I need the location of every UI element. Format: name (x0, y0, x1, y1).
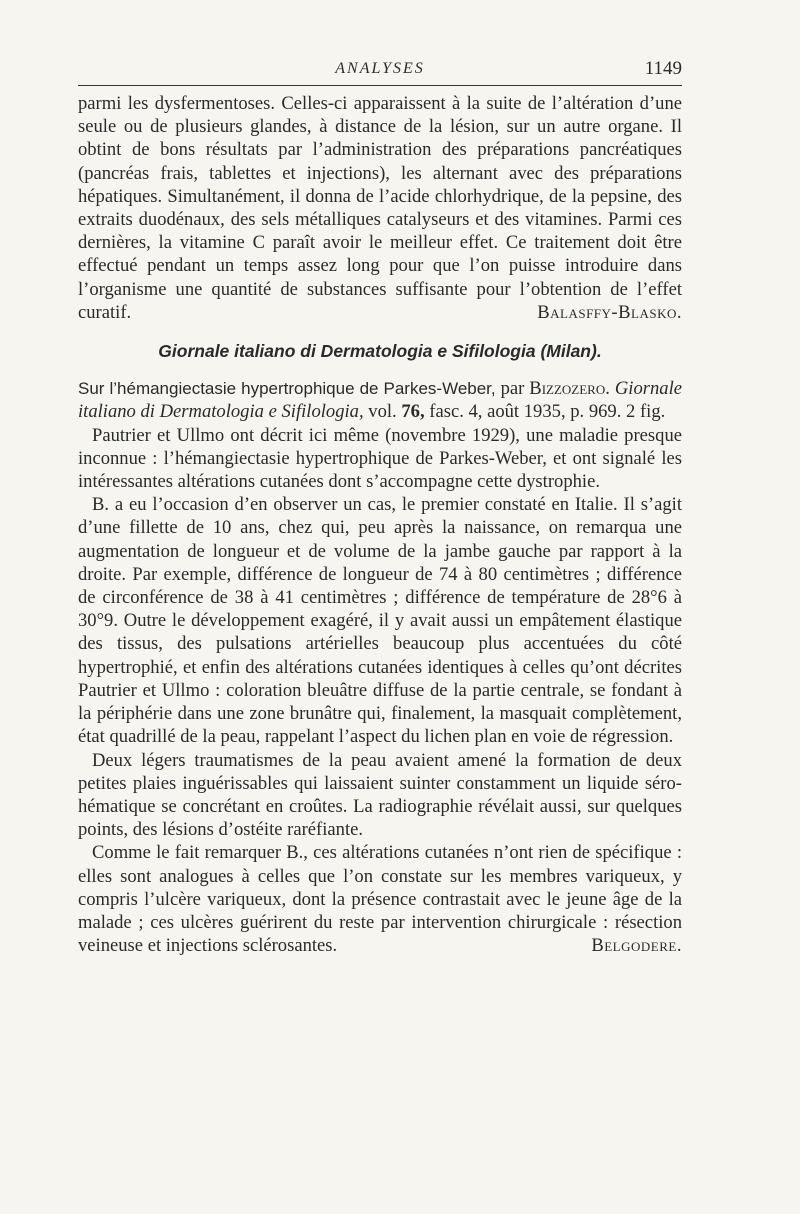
header-rule (78, 85, 682, 86)
page-number: 1149 (644, 58, 682, 79)
running-title: ANALYSES (335, 60, 425, 77)
journal-heading: Giornale italiano di Dermatologia e Sifilologia (Milan). (158, 341, 602, 362)
article-rest: fasc. 4, août 1935, p. 969. 2 fig. (429, 401, 666, 423)
signature-balasffy: Balasffy-Blasko. (537, 301, 682, 323)
article-vol-number: 76, (401, 401, 425, 423)
article-author: Bizzozero. (529, 378, 610, 400)
paragraph-2: B. a eu l’occasion d’en observer un cas, le premier constaté en Italie. Il s’agit d’une fillette de 10 ans, chez qui, peu après la naissance, on remarqua une augmentation de longueur et de volume de la jambe gauche par rapport à la droite. Par exemple, différence de longueur de 74 à 80 centimètres ; différence de circonférence de 38 à 41 centimètres ; différence de température de 28°6 à 30°9. Outre le développement exagéré, il y avait aussi un empâtement élastique des tissus, des pulsations artérielles beaucoup plus accentuées du côté hypertrophié, et enfin des altérations cutanées identiques à celles qu’ont décrites Pautrier et Ullmo : coloration bleuâtre diffuse de la partie centrale, se fondant à la périphérie dans une zone brunâtre qui, finalement, la masquait complètement, état quadrillé de la peau, rappelant l’aspect du lichen plan en voie de régression. (78, 494, 682, 748)
paragraph-3: Deux légers traumatismes de la peau avaient amené la formation de deux petites plaies inguérissables qui laissaient suinter constamment un liquide séro-hématique se concrétant en croûtes. La radiographie révélait aussi, sur quelques points, des lésions d’ostéite raréfiante. (78, 749, 682, 841)
article-by: par (500, 378, 525, 400)
continued-paragraph: parmi les dysfermentoses. Celles-ci apparaissent à la suite de l’altération d’une seule ou de plusieurs glandes, à distance de la lésion, sur un autre organe. Il obtint de bons résultats par l’administration des préparations pancréatiques (pancréas frais, tablettes et injections), les alternant avec des préparations hépatiques. Simultanément, il donna de l’acide chlorhydrique, de la pepsine, des extraits duodénaux, des sels métalliques catalyseurs et des vitamines. Parmi ces dernières, la vitamine C paraît avoir le meilleur effet. Ce traitement doit être effectué pendant un temps assez long pour que l’on puisse introduire dans l’organisme une quantité de substances suffisante pour l’obtention de l’effet curatif. (78, 93, 682, 323)
page-body (78, 92, 682, 957)
article-reference (78, 377, 682, 423)
article-title: Sur l’hémangiectasie hypertrophique de Parkes-Weber, (78, 379, 496, 399)
article-journal: Giornale italiano di Dermatologia e Sifilologia, (78, 378, 682, 423)
article-vol-label: vol. (368, 401, 397, 423)
signature-belgodere: Belgodere. (591, 935, 682, 957)
paragraph-1: Pautrier et Ullmo ont décrit ici même (novembre 1929), une maladie presque inconnue : l’hémangiectasie hypertrophique de Parkes-Weber, et ont signalé les intéressantes altérations cutanées dont s’accompagne cette dystrophie. (78, 424, 682, 493)
running-header (78, 56, 682, 84)
paragraph-4: Comme le fait remarquer B., ces altérations cutanées n’ont rien de spécifique : elles sont analogues à celles que l’on constate sur les membres variqueux, y compris l’ulcère variqueux, dont la présence contrastait avec le jeune âge de la malade ; ces ulcères guérirent du reste par intervention chirurgicale : résection veineuse et injections sclérosantes. (78, 842, 682, 957)
